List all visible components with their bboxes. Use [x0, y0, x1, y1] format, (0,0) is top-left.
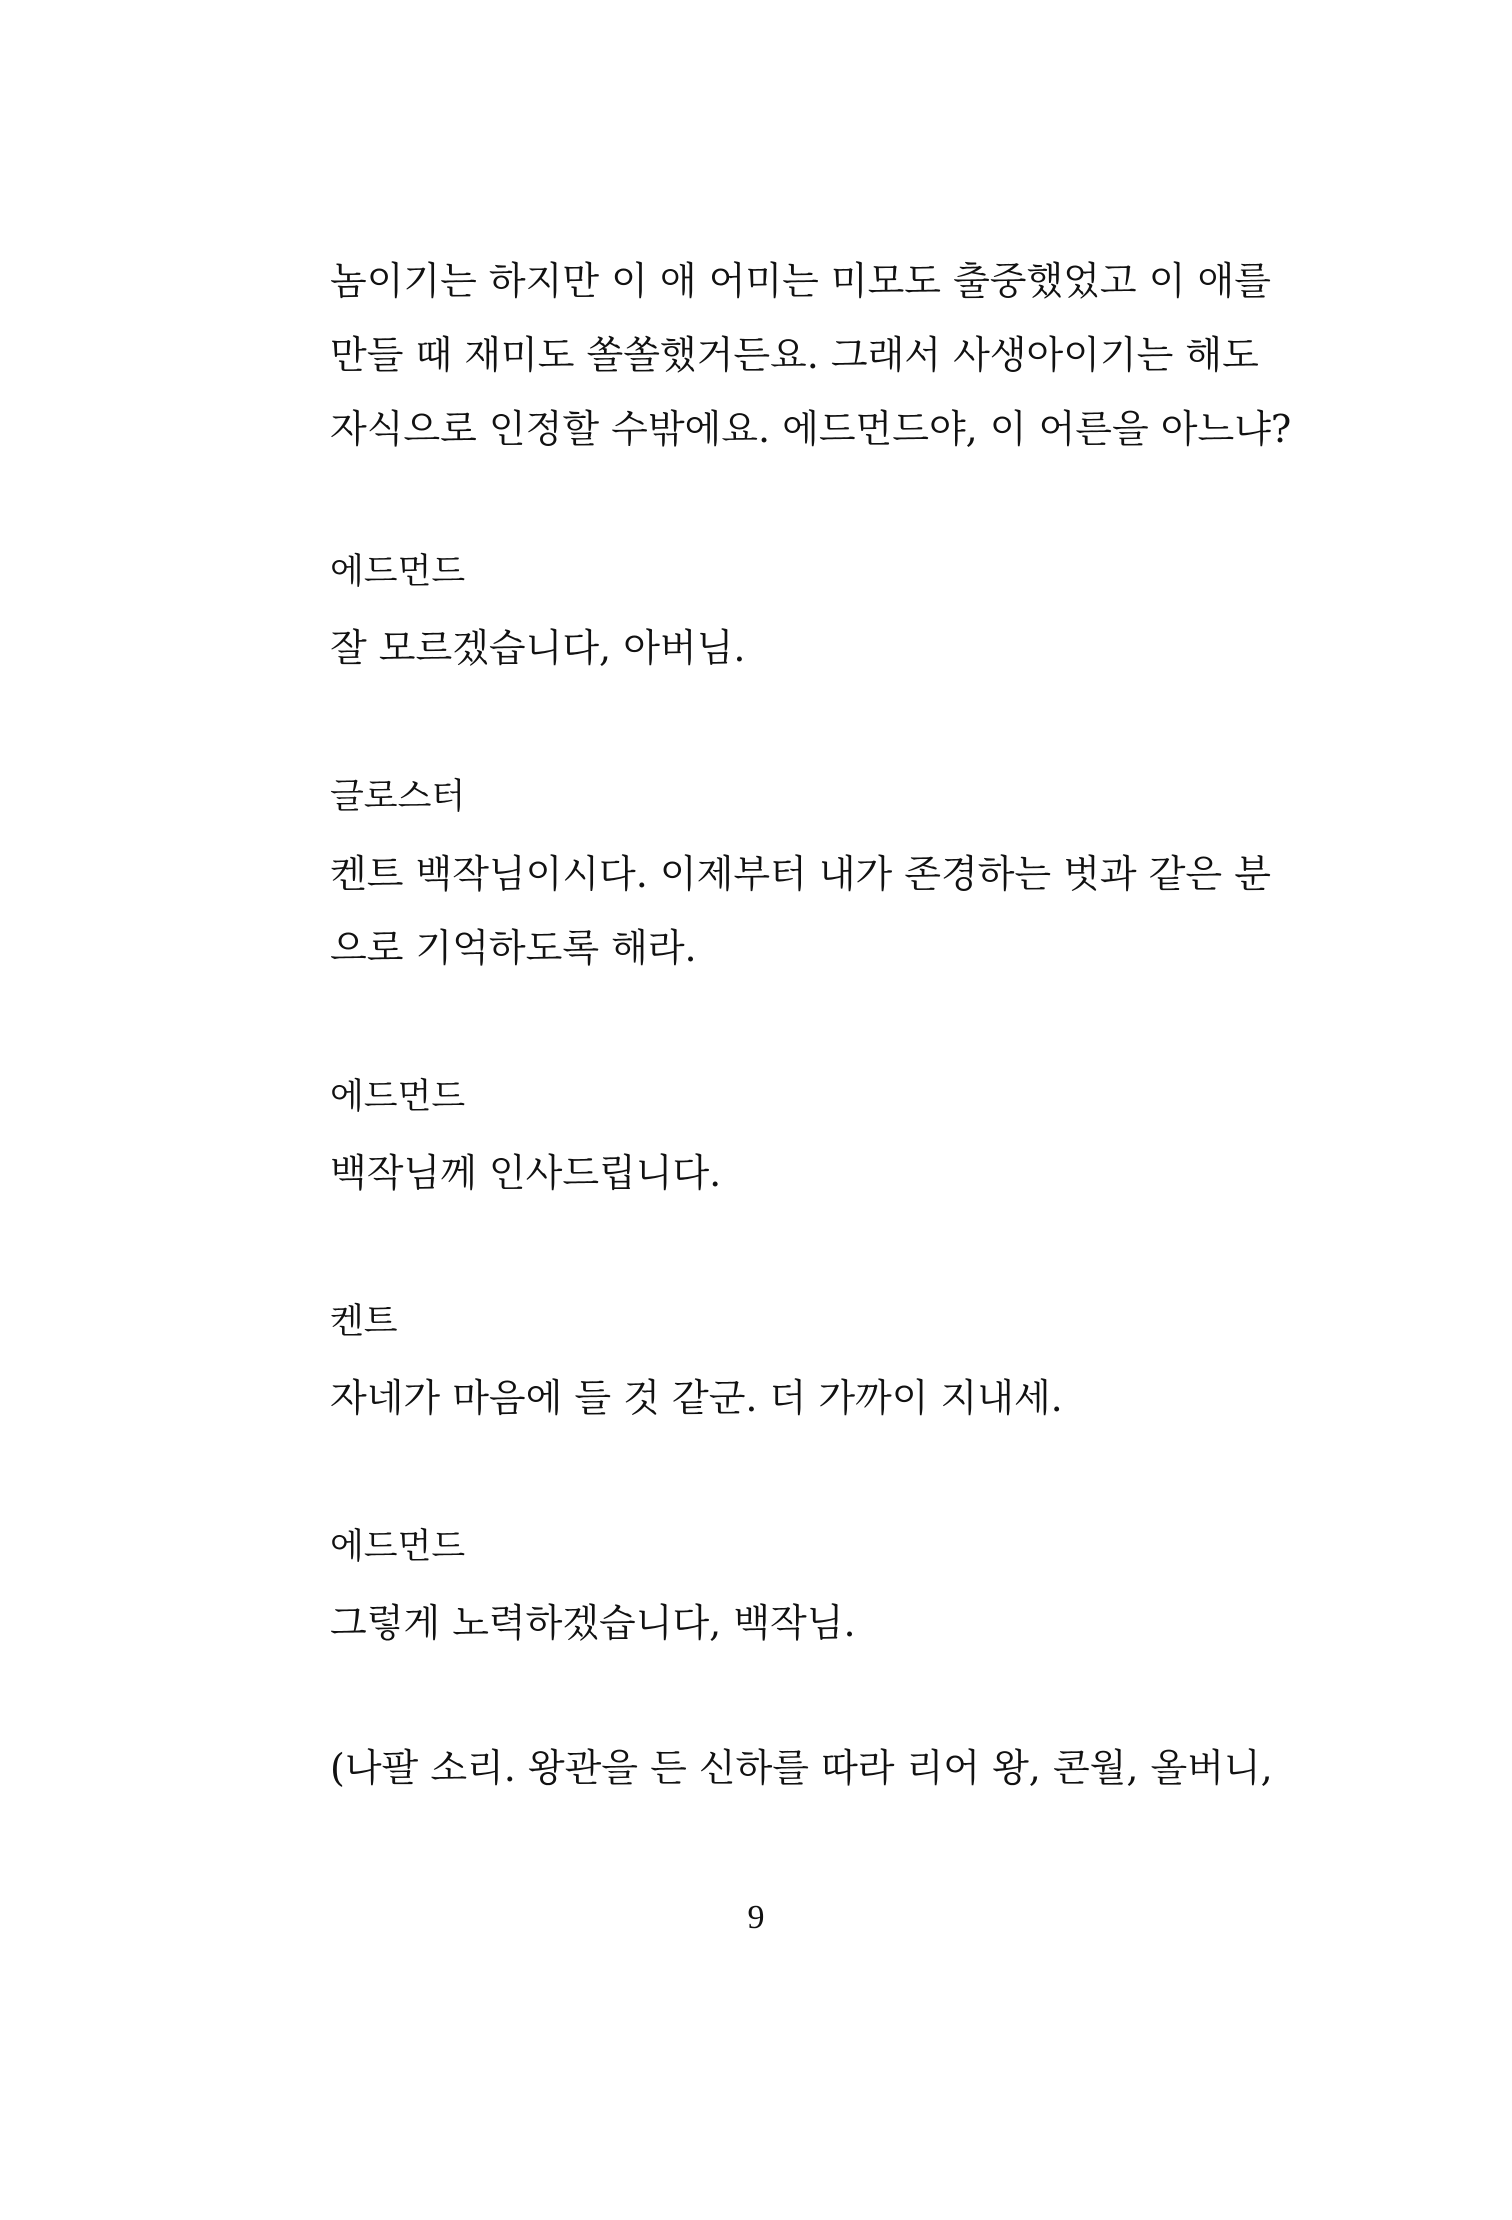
text-line: 만들 때 재미도 쏠쏠했거든요. 그래서 사생아이기는 해도 [330, 333, 1259, 377]
dialogue-line [330, 1136, 1266, 1210]
text-line: (나팔 소리. 왕관을 든 신하를 따라 리어 왕, 콘월, 올버니, [330, 1746, 1273, 1790]
dialogue-line [330, 611, 1266, 685]
speaker-name: 켄트 [330, 1302, 398, 1342]
text-line: 놈이기는 하지만 이 애 어미는 미모도 출중했었고 이 애를 [330, 259, 1271, 303]
page-number: 9 [747, 1899, 765, 1936]
text-line: 잘 모르겠습니다, 아버님. [330, 626, 746, 670]
text-line: 그렇게 노력하겠습니다, 백작님. [330, 1601, 856, 1645]
dialogue-continuation [330, 244, 1292, 466]
dialogue-line [330, 837, 1271, 985]
speaker-name: 에드먼드 [330, 552, 466, 592]
document-page [330, 0, 1292, 2220]
text-line: 백작님께 인사드립니다. [330, 1151, 722, 1195]
speaker-name: 글로스터 [330, 777, 466, 817]
speaker-name: 에드먼드 [330, 1527, 466, 1567]
stage-direction [330, 1731, 1273, 1805]
text-line: 으로 기억하도록 해라. [330, 926, 697, 970]
dialogue-line [330, 1586, 1266, 1660]
text-line: 자식으로 인정할 수밖에요. 에드먼드야, 이 어른을 아느냐? [330, 407, 1292, 451]
dialogue-line [330, 1361, 1266, 1435]
text-line: 켄트 백작님이시다. 이제부터 내가 존경하는 벗과 같은 분 [330, 852, 1271, 896]
speaker-name: 에드먼드 [330, 1077, 466, 1117]
text-line: 자네가 마음에 들 것 같군. 더 가까이 지내세. [330, 1376, 1063, 1420]
